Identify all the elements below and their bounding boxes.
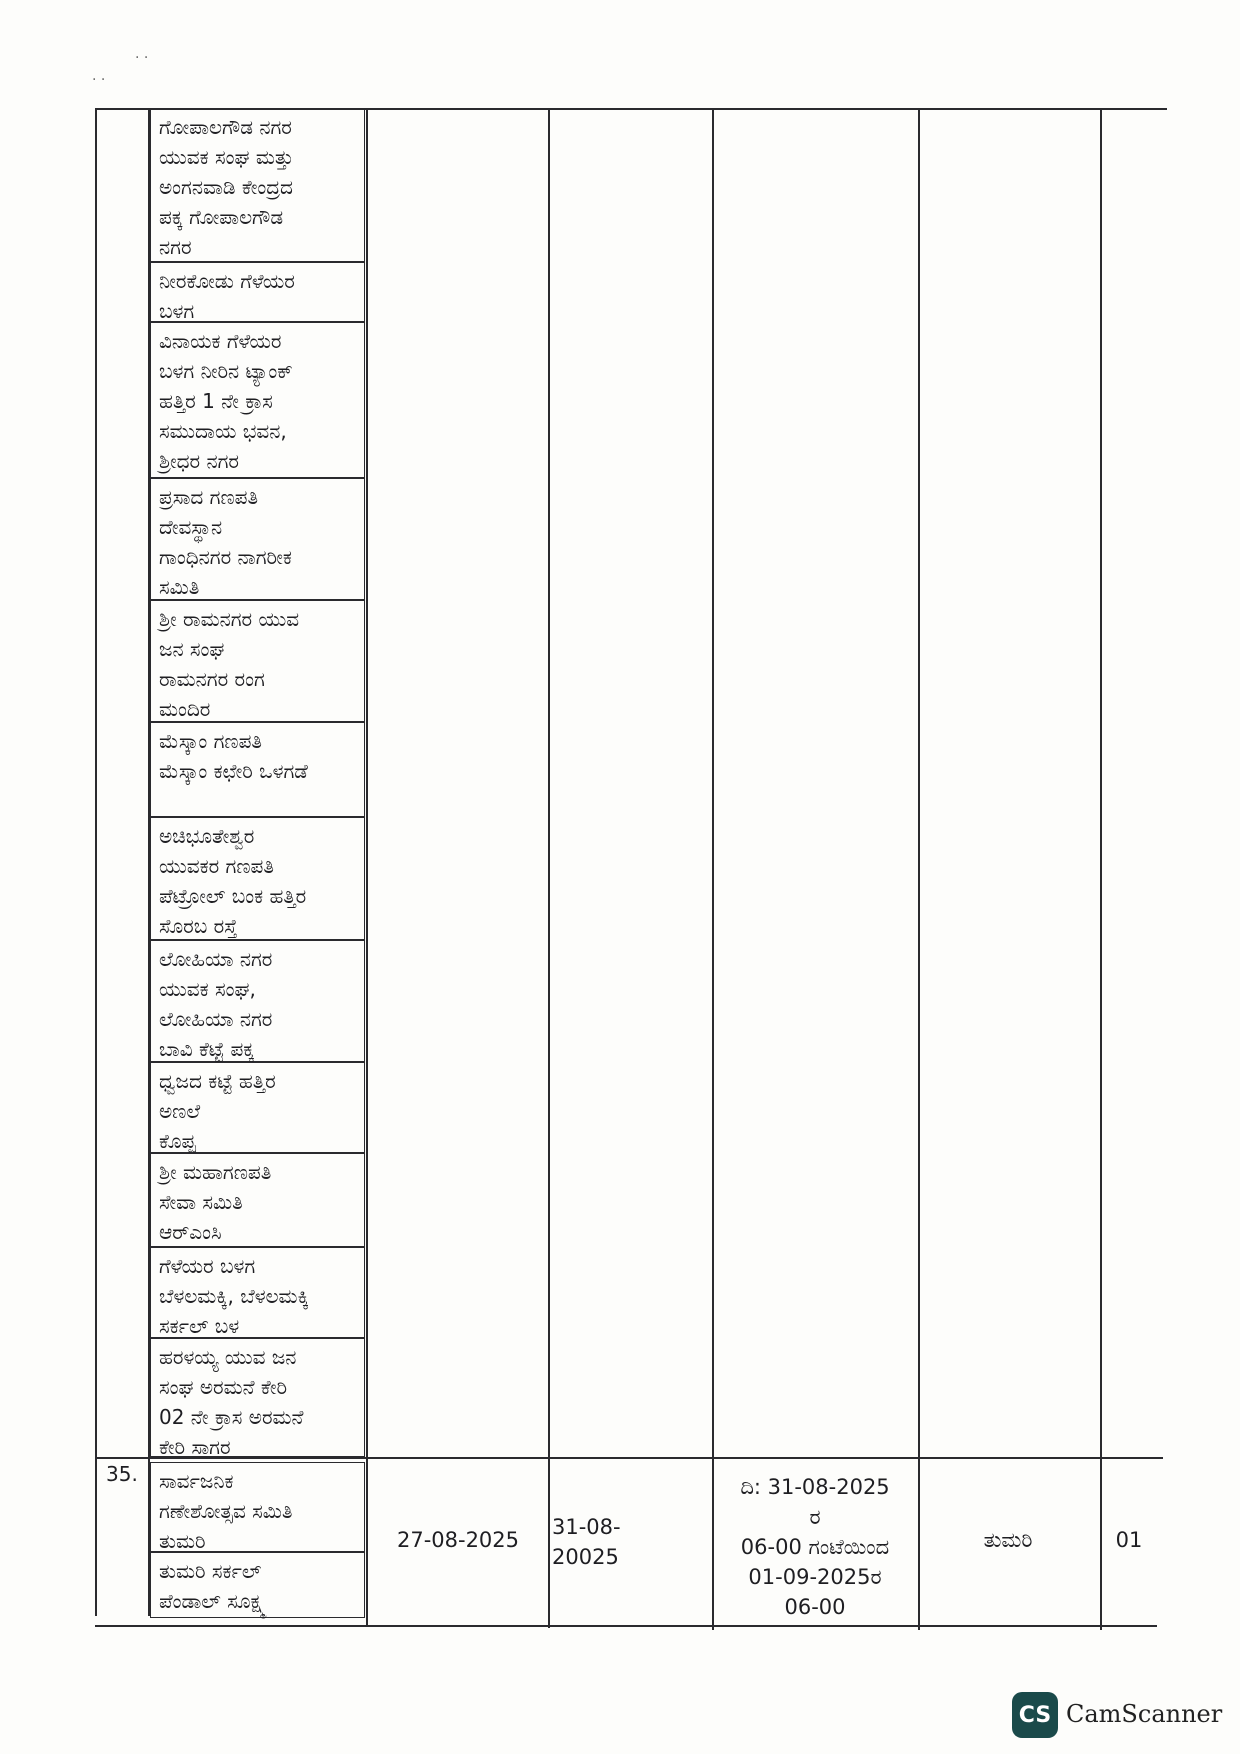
location-line: ಶ್ರೀಧರ ನಗರ (159, 449, 239, 473)
location-line: ನೀರಕೋಡು ಗೆಳೆಯರ (159, 269, 295, 293)
table-col-divider-2 (366, 108, 368, 1626)
location-line: ಧ್ವಜದ ಕಟ್ಟೆ ಹತ್ತಿರ (159, 1069, 276, 1093)
table-col-divider-3 (548, 108, 550, 1628)
location-line: ಅಣಲೆ (159, 1099, 201, 1123)
location-cell (150, 600, 365, 722)
event-date-line: 31-08- (552, 1515, 621, 1539)
location-line: ಕೇರಿ ಸಾಗರ (159, 1435, 231, 1459)
location-line: ವಿನಾಯಕ ಗೆಳೆಯರ (159, 329, 282, 353)
location-line: ಸರ್ಕಲ್ ಬಳ (159, 1314, 240, 1338)
location-cell (150, 722, 365, 817)
location-line: ಶ್ರೀ ಮಹಾಗಣಪತಿ (159, 1160, 272, 1184)
location-line: ಬಳಗ (159, 299, 195, 323)
camscanner-brand: CamScanner (1066, 1700, 1223, 1728)
period-line: ದಿ: 31-08-2025 (740, 1475, 890, 1499)
table-col-divider-4 (712, 108, 714, 1630)
location-line: ಮೆಸ್ಕಾಂ ಕಛೇರಿ ಒಳಗಡೆ (159, 759, 308, 783)
location-line: ಪೆಂಡಾಲ್ ಸೂಕ್ಷ್ಮ (159, 1589, 266, 1613)
row-number: 35. (106, 1462, 138, 1486)
location-cell (150, 1338, 365, 1457)
row35-location-2 (150, 1552, 365, 1618)
location-line: ಗಣೇಶೋತ್ಸವ ಸಮಿತಿ (159, 1499, 293, 1523)
event-date-line: 20025 (552, 1545, 619, 1569)
location-line: ಗೆಳೆಯರ ಬಳಗ (159, 1254, 256, 1278)
location-line: ಹತ್ತಿರ 1 ನೇ ಕ್ರಾಸ (159, 389, 273, 413)
location-cell (150, 262, 365, 322)
camscanner-logo: CS (1012, 1692, 1058, 1738)
location-line: ತುಮರಿ (159, 1529, 206, 1553)
location-cell (150, 1247, 365, 1338)
location-line: ಯುವಕ ಸಂಘ, (159, 977, 256, 1001)
location-cell (150, 1062, 365, 1153)
location-cell (150, 478, 365, 600)
table-col-divider-5 (918, 108, 920, 1630)
location-line: ಪ್ರಸಾದ ಗಣಪತಿ (159, 485, 259, 509)
location-line: ಸೇವಾ ಸಮಿತಿ (159, 1190, 243, 1214)
immersion-period (714, 1472, 916, 1622)
location-line: ರಾಮನಗರ ರಂಗ (159, 667, 265, 691)
location-line: ಲೋಹಿಯಾ ನಗರ (159, 947, 273, 971)
table-col-divider-6 (1100, 108, 1102, 1630)
count-value: 01 (1115, 1528, 1143, 1552)
location-line: ಆರ್‌ಎಂಸಿ (159, 1220, 222, 1244)
location-line: ನಗರ (159, 235, 192, 259)
location-line: ಬಳಗ ನೀರಿನ ಟ್ಯಾಂಕ್ (159, 359, 293, 383)
location-line: ಸೊರಬ ರಸ್ತೆ (159, 914, 238, 938)
table-left-border (95, 108, 97, 1616)
location-line: ಅಂಗನವಾಡಿ ಕೇಂದ್ರದ (159, 175, 293, 199)
location-line: ಮೆಸ್ಕಾಂ ಗಣಪತಿ (159, 729, 263, 753)
location-cell (150, 1153, 365, 1247)
scan-speck: · · (92, 72, 106, 88)
row35-location-1 (150, 1462, 365, 1552)
location-line: ಅಚಿಭೂತೇಶ್ವರ (159, 824, 255, 848)
location-cell (150, 322, 365, 478)
location-line: 02 ನೇ ಕ್ರಾಸ ಅರಮನೆ (159, 1405, 304, 1429)
location-line: ಲೋಹಿಯಾ ನಗರ (159, 1007, 273, 1031)
location-line: ದೇವಸ್ಥಾನ (159, 515, 223, 539)
period-line: 06-00 ಗಂಟೆಯಿಂದ (740, 1535, 890, 1559)
application-date: 27-08-2025 (396, 1528, 520, 1552)
location-line: ಮಂದಿರ (159, 697, 211, 721)
location-line: ಗಾಂಧಿನಗರ ನಾಗರೀಕ (159, 545, 292, 569)
table-bottom-border (95, 1625, 1157, 1627)
period-line: 06-00 (784, 1595, 846, 1619)
scan-speck: · · (135, 50, 149, 66)
location-line: ಯುವಕರ ಗಣಪತಿ (159, 854, 274, 878)
location-line: ಪಕ್ಕ ಗೋಪಾಲಗೌಡ (159, 205, 284, 229)
location-cell (150, 940, 365, 1062)
immersion-place: ತುಮರಿ (983, 1528, 1033, 1552)
location-line: ಬಾವಿ ಕೆಟ್ಟೆ ಪಕ್ಕ (159, 1037, 255, 1061)
location-line: ಶ್ರೀ ರಾಮನಗರ ಯುವ (159, 607, 300, 631)
location-line: ಹರಳಯ್ಯ ಯುವ ಜನ (159, 1345, 297, 1369)
location-line: ಸಂಘ ಅರಮನೆ ಕೇರಿ (159, 1375, 288, 1399)
location-line: ಕೊಪ್ಪ (159, 1129, 196, 1153)
event-date (552, 1512, 682, 1572)
location-line: ತುಮರಿ ಸರ್ಕಲ್ (159, 1559, 262, 1583)
location-cell (150, 108, 365, 262)
location-line: ಸಾರ್ವಜನಿಕ (159, 1469, 234, 1493)
period-line: ರ (809, 1505, 821, 1529)
period-line: 01-09-2025ರ (748, 1565, 882, 1589)
location-line: ಜನ ಸಂಘ (159, 637, 225, 661)
location-cell (150, 817, 365, 940)
location-line: ಗೋಪಾಲಗೌಡ ನಗರ (159, 115, 292, 139)
location-line: ಸಮಿತಿ (159, 575, 200, 599)
location-line: ಯುವಕ ಸಂಘ ಮತ್ತು (159, 145, 294, 169)
location-line: ಸಮುದಾಯ ಭವನ, (159, 419, 287, 443)
location-line: ಪೆಟ್ರೋಲ್ ಬಂಕ ಹತ್ತಿರ (159, 884, 307, 908)
location-line: ಬೆಳಲಮಕ್ಕಿ, ಬೆಳಲಮಕ್ಕಿ (159, 1284, 309, 1308)
